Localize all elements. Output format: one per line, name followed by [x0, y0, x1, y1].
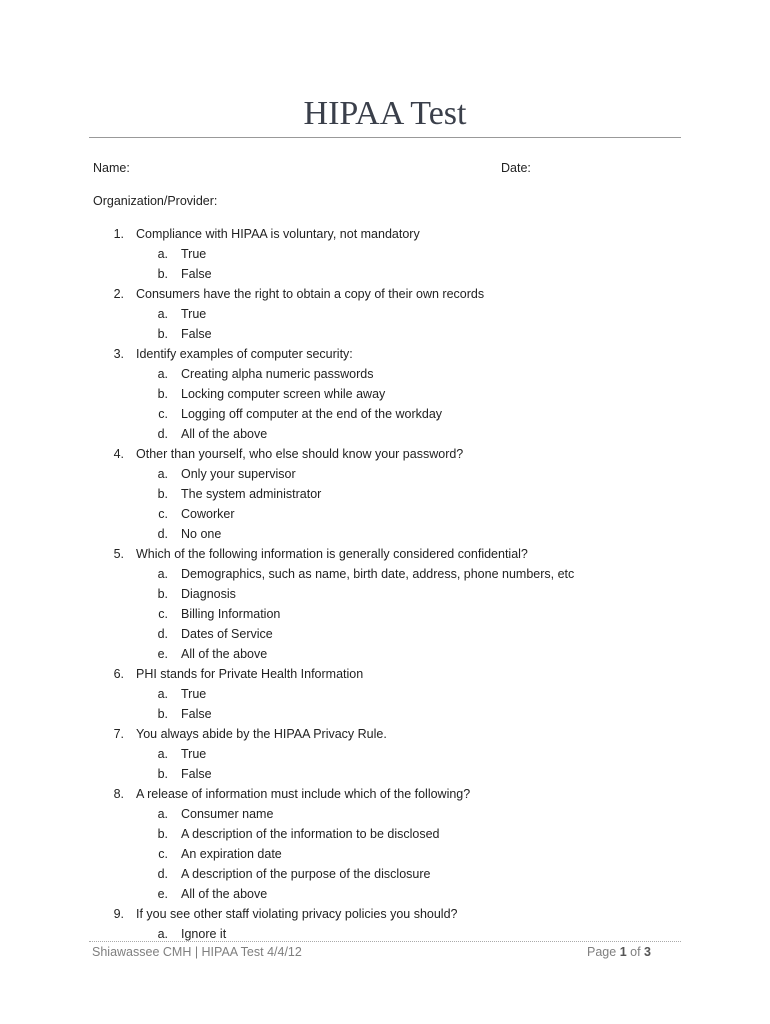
answer-letter: a. [157, 367, 168, 381]
page-total: 3 [644, 945, 651, 959]
question-text: PHI stands for Private Health Information [136, 667, 364, 681]
question-text: If you see other staff violating privacy policies you should? [136, 907, 458, 921]
answer-text: All of the above [181, 647, 268, 661]
answer-letter: a. [157, 747, 168, 761]
answer-letter: b. [157, 487, 168, 501]
question-item [0, 784, 770, 804]
question-item [0, 904, 770, 924]
answer-text: A description of the information to be disclosed [181, 827, 440, 841]
answer-letter: b. [157, 267, 168, 281]
document-title: HIPAA Test [303, 95, 467, 132]
answer-letter: d. [157, 627, 168, 641]
footer-text: Shiawassee CMH | HIPAA Test 4/4/12 [92, 945, 302, 959]
answer-option[interactable] [0, 584, 770, 604]
answer-option[interactable] [0, 464, 770, 484]
answer-letter: d. [157, 527, 168, 541]
answer-text: Logging off computer at the end of the workday [181, 407, 443, 421]
answer-letter: a. [157, 247, 168, 261]
answer-text: Creating alpha numeric passwords [181, 367, 374, 381]
answer-option[interactable] [0, 404, 770, 424]
question-text: A release of information must include which of the following? [136, 787, 471, 801]
answer-letter: b. [157, 707, 168, 721]
question-text: Which of the following information is generally considered confidential? [136, 547, 528, 561]
question-item [0, 344, 770, 364]
answer-text: Ignore it [181, 927, 227, 941]
question-number: 3. [113, 347, 124, 361]
answer-option[interactable] [0, 824, 770, 844]
answer-text: Consumer name [181, 807, 274, 821]
question-text: Consumers have the right to obtain a copy of their own records [136, 287, 485, 301]
answer-text: Billing Information [181, 607, 281, 621]
title-divider [89, 137, 681, 138]
answer-option[interactable] [0, 324, 770, 344]
answer-option[interactable] [0, 244, 770, 264]
answer-text: False [181, 267, 212, 281]
answer-letter: a. [157, 807, 168, 821]
answer-option[interactable] [0, 644, 770, 664]
answer-option[interactable] [0, 524, 770, 544]
question-number: 1. [113, 227, 124, 241]
answer-text: A description of the purpose of the disclosure [181, 867, 431, 881]
question-text: Identify examples of computer security: [136, 347, 353, 361]
answer-option[interactable] [0, 264, 770, 284]
question-item [0, 444, 770, 464]
answer-option[interactable] [0, 704, 770, 724]
answer-text: Dates of Service [181, 627, 273, 641]
answer-letter: b. [157, 767, 168, 781]
answer-letter: b. [157, 827, 168, 841]
answer-letter: d. [157, 867, 168, 881]
question-item [0, 224, 770, 244]
answer-option[interactable] [0, 844, 770, 864]
answer-letter: a. [157, 567, 168, 581]
answer-text: True [181, 247, 207, 261]
answer-letter: a. [157, 687, 168, 701]
answer-letter: d. [157, 427, 168, 441]
question-item [0, 544, 770, 564]
page-number [587, 943, 651, 961]
question-item [0, 664, 770, 684]
answer-letter: e. [157, 887, 168, 901]
answer-option[interactable] [0, 384, 770, 404]
footer-divider [89, 941, 681, 942]
answer-option[interactable] [0, 424, 770, 444]
answer-option[interactable] [0, 804, 770, 824]
question-number: 6. [113, 667, 124, 681]
answer-letter: a. [157, 467, 168, 481]
answer-option[interactable] [0, 564, 770, 584]
answer-letter: b. [157, 387, 168, 401]
answer-text: Diagnosis [181, 587, 236, 601]
answer-letter: c. [158, 607, 168, 621]
answer-text: No one [181, 527, 222, 541]
answer-option[interactable] [0, 864, 770, 884]
answer-letter: c. [158, 847, 168, 861]
answer-text: True [181, 687, 207, 701]
answer-option[interactable] [0, 744, 770, 764]
question-item [0, 284, 770, 304]
answer-option[interactable] [0, 364, 770, 384]
answer-letter: a. [157, 307, 168, 321]
answer-option[interactable] [0, 304, 770, 324]
question-list [0, 224, 770, 944]
question-number: 8. [113, 787, 124, 801]
question-text: Other than yourself, who else should know your password? [136, 447, 464, 461]
answer-text: An expiration date [181, 847, 282, 861]
answer-text: False [181, 767, 212, 781]
answer-letter: c. [158, 407, 168, 421]
question-number: 2. [113, 287, 124, 301]
answer-option[interactable] [0, 504, 770, 524]
answer-text: True [181, 307, 207, 321]
page-word: Page [587, 945, 617, 959]
page-of: of [630, 945, 641, 959]
answer-text: True [181, 747, 207, 761]
organization-label: Organization/Provider: [93, 194, 218, 208]
question-item [0, 724, 770, 744]
question-number: 7. [113, 727, 124, 741]
question-text: You always abide by the HIPAA Privacy Rule. [136, 727, 387, 741]
answer-option[interactable] [0, 764, 770, 784]
answer-text: Only your supervisor [181, 467, 296, 481]
answer-letter: c. [158, 507, 168, 521]
date-label: Date: [501, 161, 531, 175]
question-number: 9. [113, 907, 124, 921]
answer-letter: b. [157, 327, 168, 341]
answer-text: All of the above [181, 887, 268, 901]
answer-letter: b. [157, 587, 168, 601]
answer-letter: a. [157, 927, 168, 941]
answer-text: Locking computer screen while away [181, 387, 386, 401]
question-number: 4. [113, 447, 124, 461]
page-current: 1 [619, 945, 627, 959]
answer-option[interactable] [0, 624, 770, 644]
answer-text: Coworker [181, 507, 235, 521]
answer-option[interactable] [0, 604, 770, 624]
answer-option[interactable] [0, 684, 770, 704]
answer-text: All of the above [181, 427, 268, 441]
answer-text: False [181, 707, 212, 721]
answer-text: Demographics, such as name, birth date, address, phone numbers, etc [181, 567, 575, 581]
answer-text: False [181, 327, 212, 341]
answer-letter: e. [157, 647, 168, 661]
question-text: Compliance with HIPAA is voluntary, not mandatory [136, 227, 420, 241]
answer-option[interactable] [0, 884, 770, 904]
question-number: 5. [113, 547, 124, 561]
answer-option[interactable] [0, 484, 770, 504]
answer-text: The system administrator [181, 487, 322, 501]
name-label: Name: [93, 161, 130, 175]
